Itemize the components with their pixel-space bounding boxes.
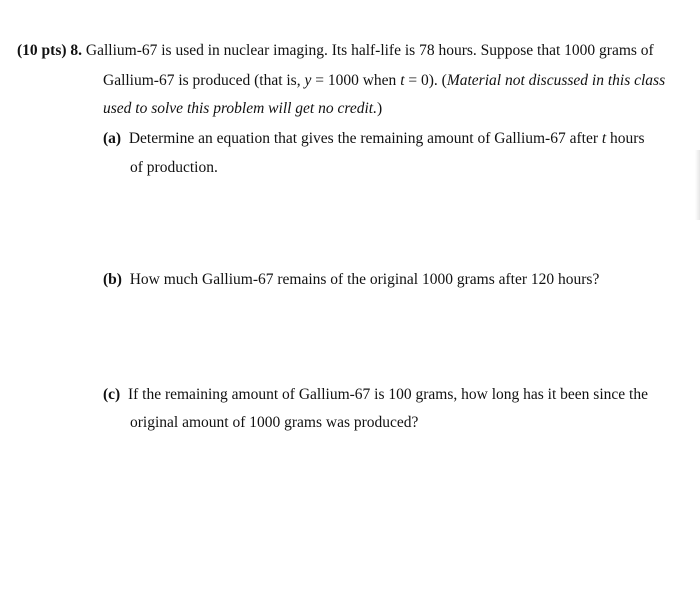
- problem-line-3: [103, 99, 382, 119]
- part-c-label: (c): [103, 386, 121, 403]
- problem-text-line-2c: = 0). (: [404, 72, 447, 89]
- part-a-line-1: [103, 129, 645, 149]
- problem-text-line-1: Gallium-67 is used in nuclear imaging. Its half-life is 78 hours. Suppose that 1000 grams of: [85, 42, 654, 59]
- problem-line-2: [103, 71, 665, 91]
- part-a-text-1b: hours: [606, 130, 645, 147]
- part-a-line-2: [130, 158, 218, 178]
- problem-text-line-2a: Gallium-67 is produced (that is,: [103, 72, 305, 89]
- part-c-line-1: [103, 385, 648, 405]
- part-c-text-2: original amount of 1000 grams was produced?: [130, 414, 419, 431]
- problem-note-italic-1: Material not discussed in this class: [446, 72, 666, 89]
- variable-y: y: [304, 72, 312, 89]
- part-c-line-2: [130, 413, 418, 433]
- problem-note-close: ): [376, 100, 383, 117]
- part-b-label: (b): [103, 271, 122, 288]
- variable-t: t: [400, 72, 405, 89]
- part-a-variable-t: t: [601, 130, 607, 147]
- problem-points: (10 pts): [17, 42, 67, 59]
- part-a-label: (a): [103, 130, 122, 147]
- problem-note-italic-2: used to solve this problem will get no credit.: [103, 100, 377, 117]
- scan-edge-shadow: [695, 150, 700, 220]
- part-a-text-2: of production.: [130, 159, 218, 176]
- part-c-text-1: If the remaining amount of Gallium-67 is 100 grams, how long has it been since the: [127, 386, 648, 403]
- problem-number: 8.: [70, 42, 83, 59]
- part-b-text: How much Gallium-67 remains of the original 1000 grams after 120 hours?: [129, 271, 600, 288]
- part-a-text-1a: Determine an equation that gives the remaining amount of Gallium-67 after: [128, 130, 602, 147]
- problem-line-1: [17, 41, 654, 61]
- problem-text-line-2b: = 1000 when: [311, 72, 401, 89]
- part-b-line: [103, 270, 599, 290]
